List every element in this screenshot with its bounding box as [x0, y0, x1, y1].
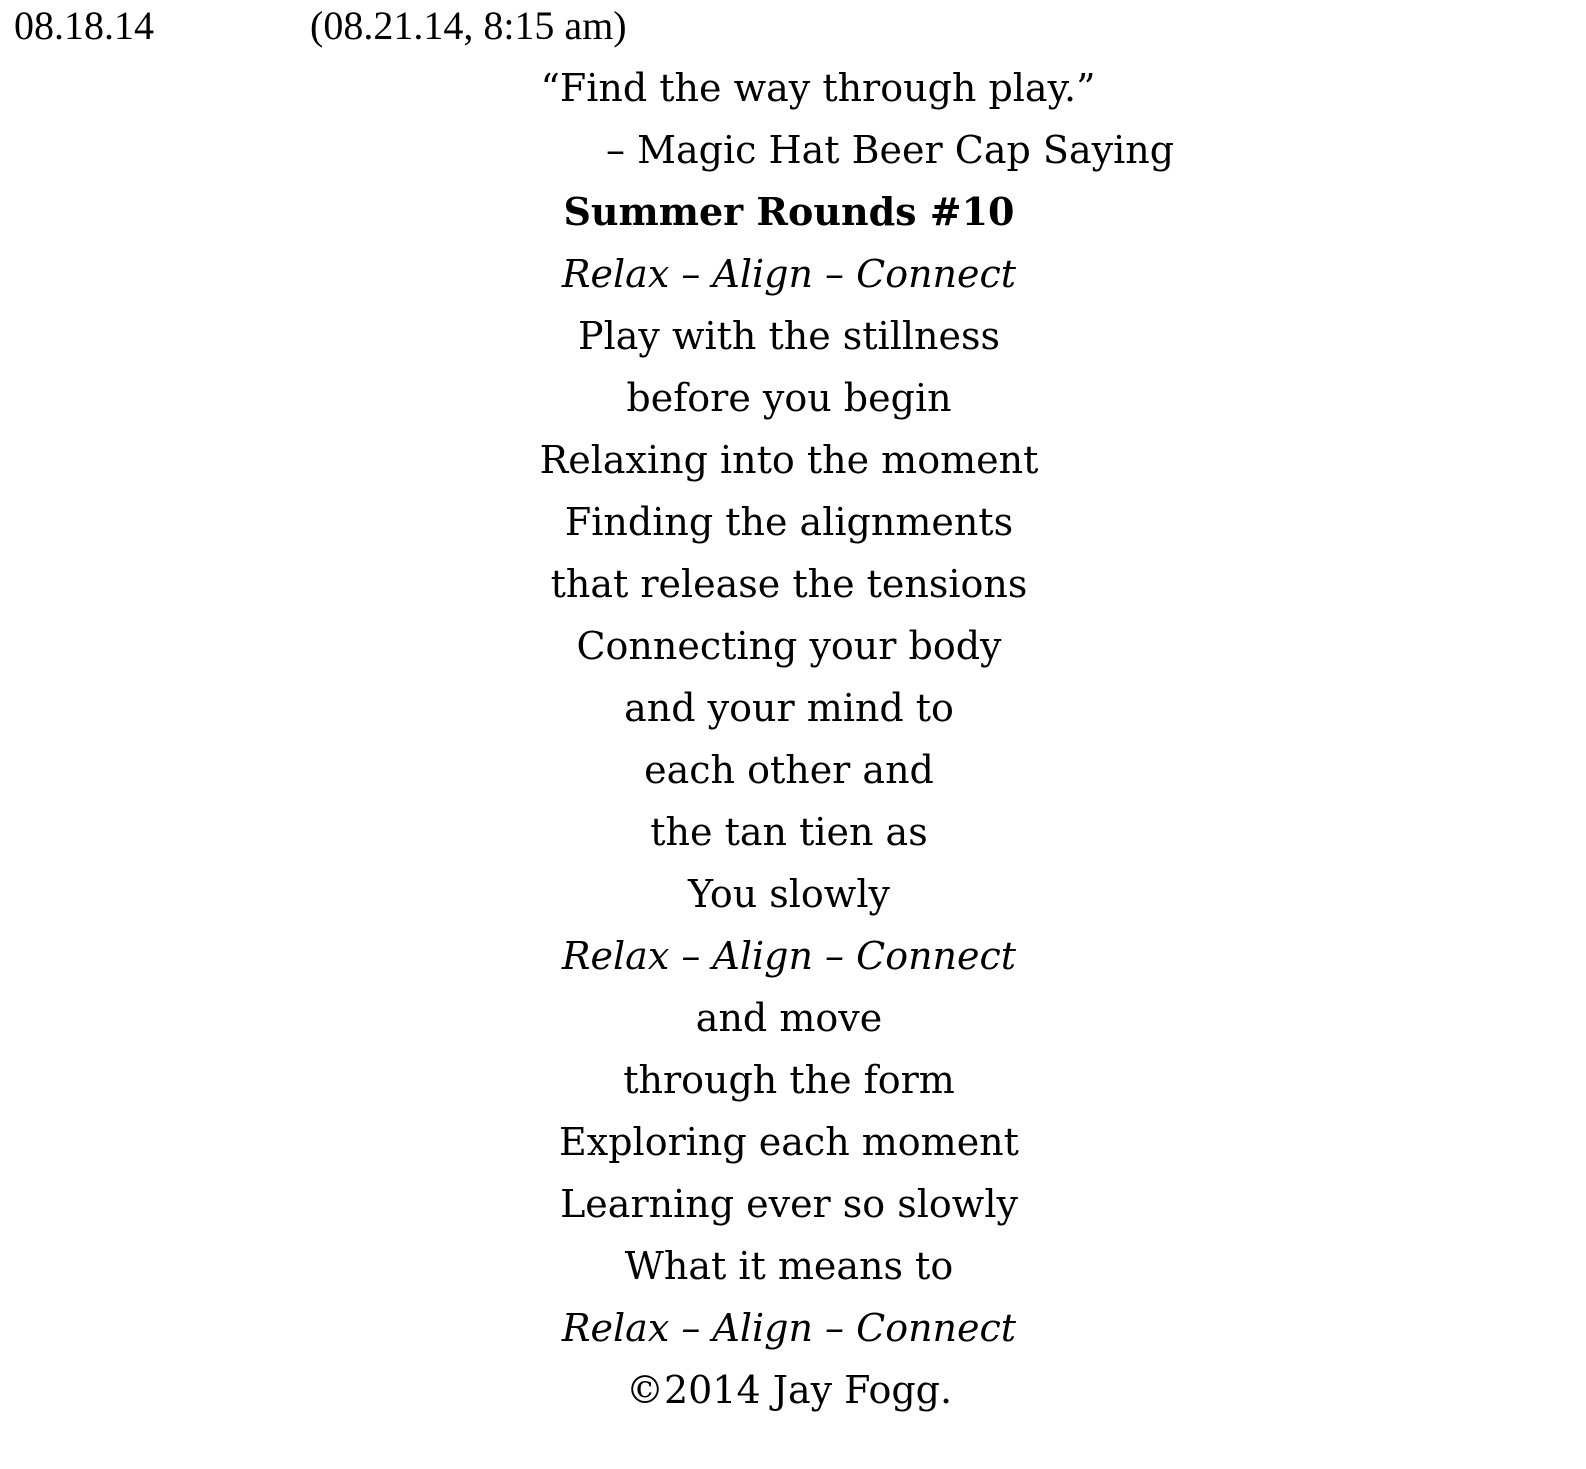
- poem-line-refrain: Relax – Align – Connect: [561, 252, 1017, 296]
- poem-line: and move: [695, 996, 883, 1040]
- poem-line: that release the tensions: [550, 562, 1028, 606]
- epigraph-source: – Magic Hat Beer Cap Saying: [606, 128, 1175, 172]
- poem-line: Learning ever so slowly: [560, 1182, 1018, 1226]
- poem-body: [0, 188, 1586, 1428]
- revision-timestamp: (08.21.14, 8:15 am): [310, 3, 627, 48]
- poem-line: the tan tien as: [650, 810, 928, 854]
- poem-title: Summer Rounds #10: [563, 189, 1015, 234]
- poem-line: Play with the stillness: [578, 314, 1000, 358]
- poem-line: before you begin: [626, 376, 952, 420]
- poem-line: each other and: [644, 748, 934, 792]
- poem-line: Connecting your body: [576, 624, 1002, 668]
- copyright-notice: ©2014 Jay Fogg.: [625, 1368, 953, 1412]
- poem-line-refrain: Relax – Align – Connect: [561, 934, 1017, 978]
- poem-line: through the form: [623, 1058, 955, 1102]
- poem-line: You slowly: [688, 872, 890, 916]
- epigraph-quote: “Find the way through play.”: [540, 66, 1096, 110]
- poem-line: What it means to: [624, 1244, 954, 1288]
- poem-line: and your mind to: [624, 686, 954, 730]
- poem-line: Exploring each moment: [559, 1120, 1019, 1164]
- poem-line: Relaxing into the moment: [539, 438, 1039, 482]
- poem-date: 08.18.14: [14, 3, 154, 48]
- poem-line: Finding the alignments: [564, 500, 1014, 544]
- poem-line-refrain: Relax – Align – Connect: [561, 1306, 1017, 1350]
